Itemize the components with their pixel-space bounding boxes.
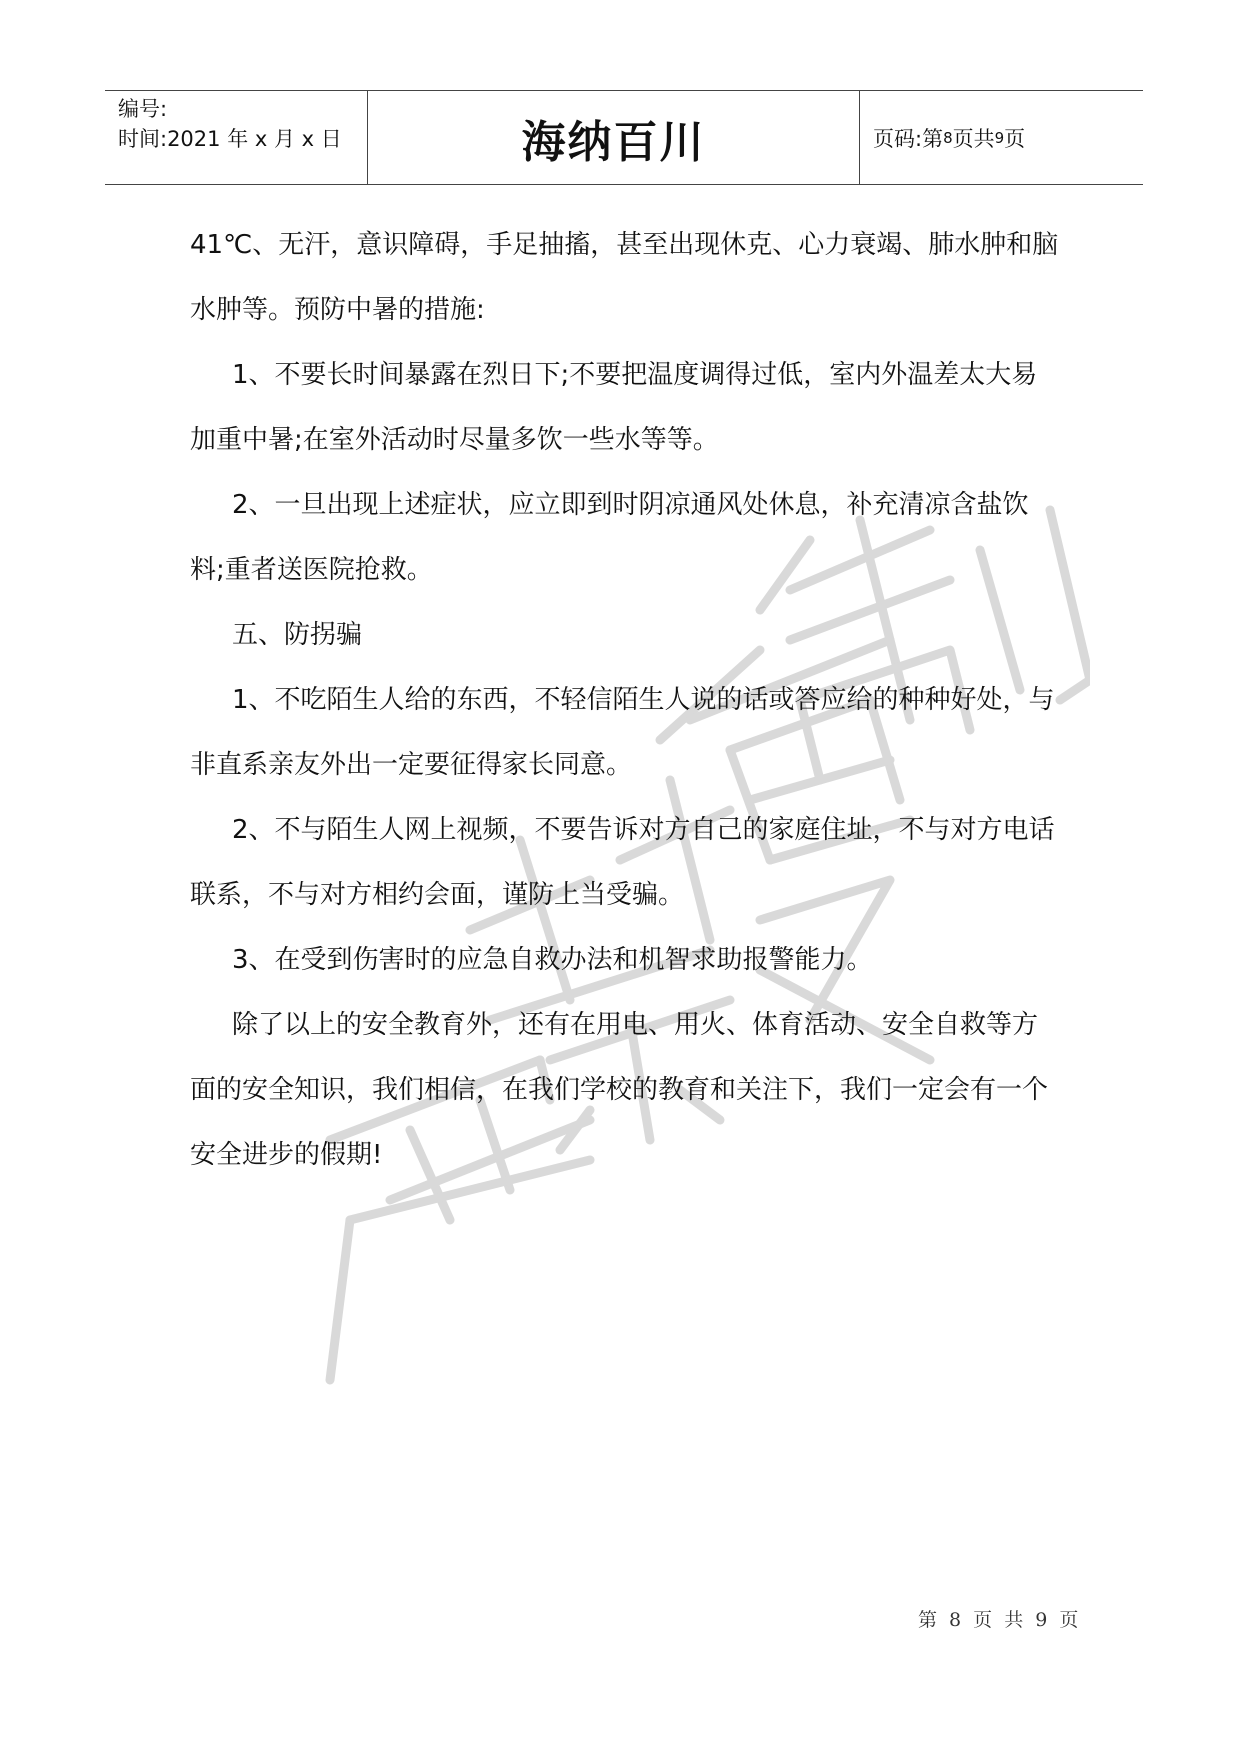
page-code-suffix: 页 bbox=[1004, 126, 1026, 151]
time-label: 时间:2021 年 x 月 x 日 bbox=[118, 127, 342, 151]
paragraph: 2、不与陌生人网上视频，不要告诉对方自己的家庭住址，不与对方电话联系，不与对方相约会面，谨防上当受骗。 bbox=[190, 815, 1055, 910]
page-total: 9 bbox=[994, 128, 1005, 147]
number-label: 编号: bbox=[118, 97, 168, 121]
section-heading: 五、防拐骗 bbox=[232, 620, 363, 650]
document-body bbox=[190, 213, 1062, 1188]
paragraph: 2、一旦出现上述症状，应立即到时阴凉通风处休息，补充清凉含盐饮料;重者送医院抢救。 bbox=[190, 490, 1029, 585]
paragraph: 41℃、无汗，意识障碍，手足抽搐，甚至出现休克、心力衰竭、肺水肿和脑水肿等。预防中暑的措施: bbox=[190, 230, 1059, 325]
header-title: 海纳百川 bbox=[368, 91, 860, 184]
document-header bbox=[105, 90, 1143, 185]
page-code-mid: 页共 bbox=[952, 126, 995, 151]
page-code-prefix: 页码:第 bbox=[873, 126, 944, 151]
page-footer: 第 8 页 共 9 页 bbox=[918, 1609, 1082, 1631]
paragraph: 3、在受到伤害时的应急自救办法和机智求助报警能力。 bbox=[232, 945, 873, 975]
paragraph: 1、不要长时间暴露在烈日下;不要把温度调得过低，室内外温差太大易加重中暑;在室外活动时尽量多饮一些水等等。 bbox=[190, 360, 1038, 455]
paragraph: 除了以上的安全教育外，还有在用电、用火、体育活动、安全自救等方面的安全知识，我们相信，在我们学校的教育和关注下，我们一定会有一个安全进步的假期! bbox=[190, 1010, 1049, 1170]
page-current: 8 bbox=[943, 128, 953, 147]
header-page-code bbox=[860, 91, 1143, 184]
paragraph: 1、不吃陌生人给的东西，不轻信陌生人说的话或答应给的种种好处，与非直系亲友外出一定要征得家长同意。 bbox=[190, 685, 1055, 780]
header-meta bbox=[105, 91, 368, 184]
